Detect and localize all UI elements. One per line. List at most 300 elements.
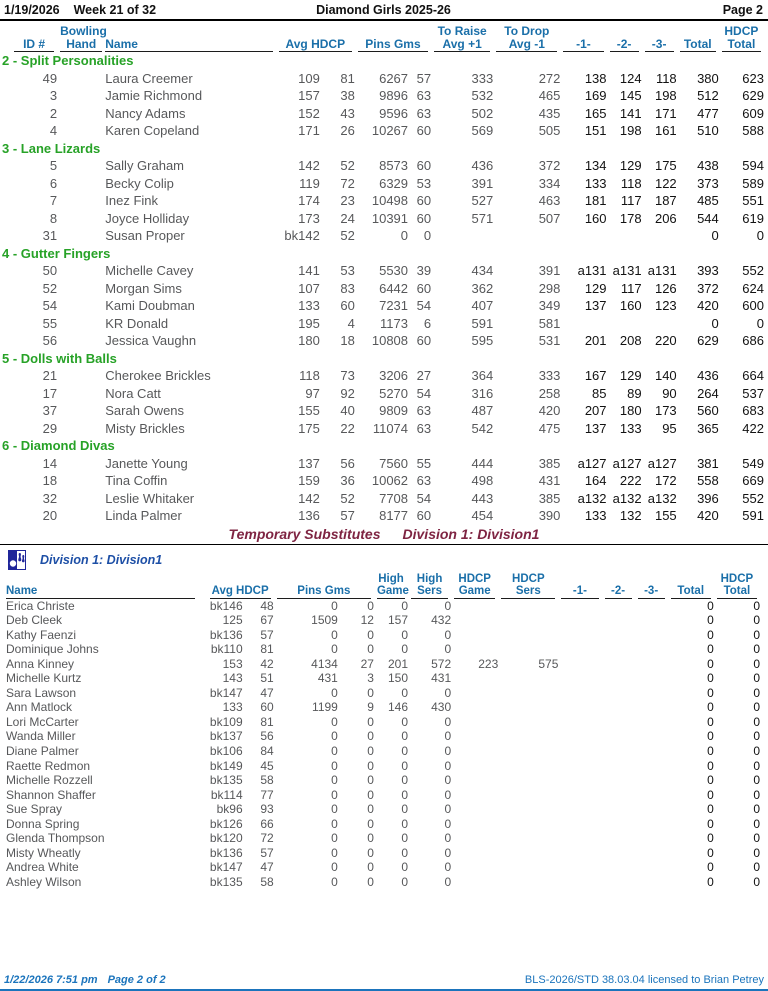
cell-to-raise: 364 bbox=[471, 368, 494, 383]
substitute-row bbox=[0, 686, 760, 701]
cell-total: 381 bbox=[697, 455, 719, 471]
cell-game2 bbox=[602, 613, 635, 628]
cell-game1: 133 bbox=[584, 175, 607, 191]
cell-avg: 133 bbox=[222, 700, 243, 715]
cell-gms: 0 bbox=[367, 845, 374, 860]
cell-game1: 134 bbox=[584, 158, 607, 173]
cell-pins: 8177 bbox=[379, 508, 409, 523]
cell-game1 bbox=[558, 831, 601, 846]
col-header-game3: -3- bbox=[645, 38, 674, 53]
cell-high-game: 0 bbox=[401, 860, 409, 875]
cell-gms: 0 bbox=[367, 714, 374, 729]
cell-hdcp-total: 594 bbox=[742, 158, 764, 173]
cell-gms: 39 bbox=[416, 263, 432, 278]
cell-avg: 175 bbox=[298, 420, 320, 436]
cell-gms: 63 bbox=[416, 88, 432, 103]
cell-high-game: 201 bbox=[388, 656, 409, 671]
cell-hdcp: 47 bbox=[260, 685, 274, 700]
cell-game3: 118 bbox=[655, 70, 677, 86]
cell-game3: 175 bbox=[654, 158, 677, 173]
cell-game3: 155 bbox=[654, 508, 677, 523]
cell-game3 bbox=[635, 875, 668, 890]
cell-hdcp-game bbox=[451, 846, 498, 861]
cell-pins: 0 bbox=[331, 598, 338, 613]
cell-high-sers: 0 bbox=[444, 743, 452, 758]
cell-pins: 1199 bbox=[312, 700, 338, 715]
substitute-row bbox=[0, 773, 760, 788]
substitute-row bbox=[0, 744, 760, 759]
cell-pins: 10391 bbox=[371, 210, 409, 226]
substitute-row bbox=[0, 613, 760, 628]
substitute-row bbox=[0, 599, 760, 614]
cell-game2 bbox=[602, 860, 635, 875]
cell-gms: 6 bbox=[423, 315, 432, 331]
cell-bowling-hand bbox=[57, 227, 105, 245]
cell-to-raise: 532 bbox=[471, 88, 494, 103]
cell-avg: 142 bbox=[298, 490, 320, 506]
cell-total: 0 bbox=[707, 758, 714, 773]
cell-hdcp: 53 bbox=[340, 263, 355, 278]
cell-gms: 0 bbox=[367, 729, 374, 744]
cell-to-drop: 463 bbox=[538, 193, 561, 208]
cell-total: 0 bbox=[707, 700, 714, 715]
cell-game1: 207 bbox=[584, 403, 607, 418]
cell-game3: 172 bbox=[654, 473, 677, 488]
cell-game1: a132 bbox=[577, 490, 607, 506]
cell-pins: 431 bbox=[317, 671, 338, 686]
temporary-substitutes-heading: Temporary Substitutes Division 1: Division1 bbox=[0, 525, 768, 545]
cell-hdcp: 52 bbox=[340, 158, 355, 173]
cell-pins: 9809 bbox=[379, 403, 409, 418]
cell-pins: 10808 bbox=[371, 333, 409, 348]
cell-pins: 11074 bbox=[372, 420, 409, 436]
cell-total: 0 bbox=[707, 656, 714, 671]
cell-hdcp: 36 bbox=[340, 473, 355, 488]
cell-hdcp-total: 683 bbox=[742, 403, 764, 418]
standings-table bbox=[2, 21, 764, 525]
cell-high-game: 0 bbox=[401, 874, 409, 889]
player-row bbox=[2, 227, 764, 245]
cell-avg: 152 bbox=[298, 105, 320, 121]
substitutes-header-row bbox=[0, 571, 760, 599]
cell-game2 bbox=[602, 773, 635, 788]
cell-game2 bbox=[602, 759, 635, 774]
cell-hdcp: 47 bbox=[260, 860, 274, 875]
cell-game2: 160 bbox=[619, 298, 642, 313]
cell-game2 bbox=[602, 686, 635, 701]
cell-total: 0 bbox=[707, 598, 714, 613]
cell-gms: 0 bbox=[367, 802, 374, 817]
cell-game1 bbox=[558, 628, 601, 643]
cell-bowling-hand bbox=[57, 472, 105, 490]
cell-game2: 124 bbox=[619, 70, 642, 86]
cell-game3: 140 bbox=[654, 368, 677, 383]
cell-hdcp-total: 619 bbox=[742, 210, 764, 226]
division-label: Division 1: Division1 bbox=[40, 553, 163, 567]
cell-game1 bbox=[558, 817, 601, 832]
cell-hdcp: 24 bbox=[340, 210, 355, 226]
cell-total: 558 bbox=[697, 473, 719, 488]
cell-avg: bk126 bbox=[209, 816, 243, 831]
cell-gms: 60 bbox=[416, 158, 432, 173]
cell-hdcp-sers bbox=[498, 700, 558, 715]
cell-pins: 9596 bbox=[379, 105, 409, 121]
col-header-id: ID # bbox=[14, 38, 54, 53]
cell-hdcp: 23 bbox=[340, 193, 355, 208]
col-header-avg-hdcp: Avg HDCP bbox=[210, 585, 271, 599]
cell-gms: 0 bbox=[367, 627, 374, 642]
cell-hdcp-total: 0 bbox=[756, 315, 764, 331]
col-header-game1: -1- bbox=[561, 585, 598, 599]
substitute-row bbox=[0, 802, 760, 817]
cell-bowling-hand bbox=[57, 367, 105, 385]
cell-pins: 4134 bbox=[311, 656, 338, 671]
cell-game1 bbox=[558, 860, 601, 875]
cell-total: 0 bbox=[707, 860, 714, 875]
cell-avg: 118 bbox=[299, 368, 320, 383]
cell-high-sers: 0 bbox=[444, 831, 452, 846]
cell-to-raise: 502 bbox=[471, 105, 494, 121]
cell-id: 6 bbox=[49, 175, 58, 191]
cell-hdcp-total: 589 bbox=[742, 175, 764, 191]
cell-bowling-hand bbox=[57, 455, 105, 473]
cell-avg: 173 bbox=[298, 210, 320, 226]
cell-id: 17 bbox=[42, 385, 58, 401]
cell-bowling-hand bbox=[57, 105, 105, 123]
cell-hdcp-total: 422 bbox=[742, 420, 764, 436]
cell-hdcp-total: 551 bbox=[742, 193, 764, 208]
team-header-row bbox=[2, 245, 764, 263]
cell-game2: 141 bbox=[619, 105, 642, 121]
cell-gms: 60 bbox=[416, 210, 432, 226]
footer-page-info: Page 2 of 2 bbox=[107, 974, 166, 986]
cell-game3: 171 bbox=[654, 105, 677, 121]
cell-pins: 0 bbox=[331, 714, 338, 729]
cell-hdcp-total: 0 bbox=[753, 787, 760, 802]
col-header-game3: -3- bbox=[638, 585, 665, 599]
cell-gms: 63 bbox=[416, 473, 432, 488]
cell-high-sers: 0 bbox=[444, 714, 452, 729]
cell-high-game: 0 bbox=[401, 845, 409, 860]
cell-id: 14 bbox=[42, 455, 58, 471]
cell-game3: a132 bbox=[647, 490, 677, 506]
player-row bbox=[2, 297, 764, 315]
cell-to-raise: 454 bbox=[471, 508, 494, 523]
cell-hdcp-sers bbox=[498, 744, 558, 759]
cell-total: 0 bbox=[707, 729, 714, 744]
cell-pins: 0 bbox=[331, 685, 338, 700]
cell-hdcp: 84 bbox=[260, 743, 274, 758]
substitute-row bbox=[0, 846, 760, 861]
cell-id: 3 bbox=[49, 88, 58, 103]
cell-to-drop: 475 bbox=[538, 420, 561, 436]
cell-game1 bbox=[558, 802, 601, 817]
cell-avg: 125 bbox=[222, 613, 243, 628]
cell-game2 bbox=[602, 599, 635, 614]
player-row bbox=[2, 122, 764, 140]
cell-game2 bbox=[602, 817, 635, 832]
substitute-row bbox=[0, 875, 760, 890]
cell-game3 bbox=[635, 686, 668, 701]
cell-pins: 0 bbox=[400, 228, 409, 243]
cell-game1 bbox=[558, 613, 601, 628]
cell-avg: 142 bbox=[298, 158, 320, 173]
cell-total: 0 bbox=[707, 874, 714, 889]
cell-name: Ashley Wilson bbox=[6, 874, 82, 889]
cell-game1: a127 bbox=[577, 455, 607, 471]
cell-to-raise: 591 bbox=[471, 315, 494, 331]
cell-game1: 85 bbox=[592, 385, 607, 401]
cell-game1: 165 bbox=[584, 105, 607, 121]
cell-hdcp-game bbox=[451, 875, 498, 890]
cell-name: Sue Spray bbox=[6, 802, 63, 817]
cell-game2 bbox=[602, 846, 635, 861]
cell-name: Leslie Whitaker bbox=[105, 490, 195, 506]
cell-game1 bbox=[558, 744, 601, 759]
cell-to-raise: 444 bbox=[471, 455, 494, 471]
cell-game2 bbox=[602, 729, 635, 744]
cell-hdcp: 26 bbox=[340, 123, 355, 138]
cell-to-drop: 391 bbox=[538, 263, 561, 278]
cell-hdcp-total: 0 bbox=[753, 860, 760, 875]
cell-high-game: 0 bbox=[401, 714, 409, 729]
cell-hdcp-total: 0 bbox=[753, 831, 760, 846]
cell-game3: 123 bbox=[654, 298, 677, 313]
substitute-row bbox=[0, 831, 760, 846]
cell-high-sers: 431 bbox=[431, 671, 452, 686]
cell-name: Michelle Kurtz bbox=[6, 671, 82, 686]
cell-hdcp: 52 bbox=[340, 228, 355, 243]
cell-hdcp-total: 664 bbox=[742, 368, 764, 383]
cell-id: 50 bbox=[42, 263, 58, 278]
cell-game3 bbox=[635, 846, 668, 861]
cell-hdcp: 58 bbox=[260, 874, 274, 889]
cell-hdcp: 58 bbox=[260, 773, 274, 788]
cell-total: 365 bbox=[697, 420, 719, 436]
cell-game1: 167 bbox=[584, 368, 607, 383]
cell-game3 bbox=[635, 715, 668, 730]
cell-total: 0 bbox=[707, 642, 714, 657]
cell-game2: 129 bbox=[619, 368, 642, 383]
cell-pins: 0 bbox=[331, 758, 338, 773]
cell-game3 bbox=[635, 671, 668, 686]
cell-name: Karen Copeland bbox=[105, 123, 200, 138]
team-name: 5 - Dolls with Balls bbox=[2, 350, 117, 366]
cell-name: Laura Creemer bbox=[105, 70, 193, 86]
cell-hdcp: 56 bbox=[340, 455, 355, 471]
cell-high-game: 0 bbox=[401, 831, 409, 846]
cell-high-game: 0 bbox=[401, 743, 409, 758]
cell-avg: 97 bbox=[305, 385, 320, 401]
cell-hdcp-sers bbox=[498, 686, 558, 701]
cell-game3 bbox=[635, 642, 668, 657]
cell-hdcp-game bbox=[451, 671, 498, 686]
cell-avg: 195 bbox=[298, 315, 320, 331]
team-name: 6 - Diamond Divas bbox=[2, 438, 115, 453]
cell-pins: 0 bbox=[331, 845, 338, 860]
cell-to-raise: 434 bbox=[471, 263, 494, 278]
cell-game1: 169 bbox=[584, 88, 607, 103]
substitute-row bbox=[0, 729, 760, 744]
cell-high-sers: 0 bbox=[444, 627, 452, 642]
cell-game2: a132 bbox=[612, 490, 642, 506]
cell-game1: 137 bbox=[584, 298, 607, 313]
cell-high-game: 157 bbox=[388, 613, 409, 628]
cell-name: Sara Lawson bbox=[6, 685, 77, 700]
cell-total: 0 bbox=[707, 714, 714, 729]
cell-bowling-hand bbox=[57, 262, 105, 280]
cell-total: 373 bbox=[697, 175, 719, 191]
cell-hdcp-sers bbox=[498, 773, 558, 788]
cell-gms: 60 bbox=[416, 508, 432, 523]
cell-to-drop: 372 bbox=[538, 158, 561, 173]
cell-game3: 198 bbox=[654, 88, 677, 103]
cell-total: 438 bbox=[697, 158, 719, 173]
cell-hdcp-total: 0 bbox=[753, 700, 760, 715]
cell-game2 bbox=[602, 671, 635, 686]
cell-hdcp: 92 bbox=[340, 385, 355, 401]
cell-pins: 0 bbox=[331, 802, 338, 817]
cell-game2 bbox=[602, 788, 635, 803]
cell-high-sers: 0 bbox=[444, 642, 452, 657]
cell-id: 55 bbox=[42, 315, 58, 331]
col-header-game2: -2- bbox=[605, 585, 632, 599]
cell-gms: 27 bbox=[360, 656, 374, 671]
cell-to-drop: 385 bbox=[538, 490, 561, 506]
cell-avg: 136 bbox=[298, 508, 320, 523]
team-header-row bbox=[2, 52, 764, 70]
cell-gms: 60 bbox=[416, 123, 432, 138]
cell-hdcp-game bbox=[451, 802, 498, 817]
cell-hdcp-total: 686 bbox=[742, 333, 764, 348]
cell-game1 bbox=[558, 599, 601, 614]
cell-id: 18 bbox=[42, 473, 58, 488]
cell-hdcp: 52 bbox=[340, 490, 355, 506]
cell-name: Glenda Thompson bbox=[6, 831, 105, 846]
col-header-game2: -2- bbox=[610, 38, 639, 53]
cell-hdcp-sers: 575 bbox=[538, 656, 559, 671]
cell-avg: 119 bbox=[299, 175, 320, 191]
cell-game3 bbox=[635, 729, 668, 744]
cell-high-game: 150 bbox=[388, 671, 409, 686]
cell-avg: 171 bbox=[298, 123, 320, 138]
cell-pins: 7708 bbox=[379, 490, 409, 506]
cell-hdcp-total: 552 bbox=[742, 490, 764, 506]
cell-pins: 0 bbox=[331, 773, 338, 788]
cell-pins: 0 bbox=[331, 831, 338, 846]
cell-game1: 133 bbox=[584, 508, 607, 523]
cell-name: Dominique Johns bbox=[6, 642, 99, 657]
cell-hdcp: 56 bbox=[260, 729, 274, 744]
substitute-row bbox=[0, 817, 760, 832]
cell-hdcp-total: 0 bbox=[753, 874, 760, 889]
cell-bowling-hand bbox=[57, 87, 105, 105]
cell-hdcp-total: 591 bbox=[742, 508, 764, 523]
player-row bbox=[2, 472, 764, 490]
cell-id: 52 bbox=[42, 280, 58, 296]
cell-game1 bbox=[558, 759, 601, 774]
cell-hdcp-sers bbox=[498, 802, 558, 817]
cell-avg: bk137 bbox=[209, 729, 243, 744]
cell-to-raise: 333 bbox=[471, 70, 494, 86]
cell-game1: 137 bbox=[584, 420, 607, 436]
cell-game3 bbox=[635, 860, 668, 875]
player-row bbox=[2, 402, 764, 420]
cell-name: Lori McCarter bbox=[6, 714, 79, 729]
cell-hdcp-sers bbox=[498, 628, 558, 643]
cell-id: 49 bbox=[42, 70, 58, 86]
cell-avg: bk110 bbox=[210, 642, 243, 657]
cell-gms: 63 bbox=[416, 420, 432, 436]
cell-game3 bbox=[635, 788, 668, 803]
cell-game2 bbox=[602, 657, 635, 672]
cell-hdcp-game bbox=[451, 729, 498, 744]
player-row bbox=[2, 70, 764, 88]
cell-hdcp-total: 0 bbox=[753, 627, 760, 642]
cell-game1 bbox=[558, 788, 601, 803]
cell-hdcp-sers bbox=[498, 671, 558, 686]
cell-hdcp: 48 bbox=[260, 598, 274, 613]
cell-game1 bbox=[558, 642, 601, 657]
cell-avg: 153 bbox=[222, 656, 243, 671]
cell-hdcp: 40 bbox=[340, 403, 355, 418]
cell-total: 393 bbox=[697, 263, 719, 278]
cell-hdcp-total: 0 bbox=[753, 816, 760, 831]
cell-to-drop: 505 bbox=[538, 123, 561, 138]
cell-avg: 107 bbox=[298, 280, 320, 296]
cell-game1: 164 bbox=[584, 473, 607, 488]
cell-id: 29 bbox=[42, 420, 58, 436]
cell-name: Andrea White bbox=[6, 860, 79, 875]
cell-total: 510 bbox=[697, 123, 719, 138]
cell-name: Erica Christe bbox=[6, 598, 75, 613]
cell-to-drop: 258 bbox=[538, 385, 561, 401]
cell-game3: 126 bbox=[654, 280, 677, 296]
cell-id: 37 bbox=[42, 403, 58, 418]
cell-hdcp-total: 600 bbox=[742, 298, 764, 313]
cell-bowling-hand bbox=[57, 332, 105, 350]
cell-hdcp-total: 537 bbox=[742, 385, 764, 401]
cell-name: Kami Doubman bbox=[105, 298, 195, 313]
cell-hdcp-total: 624 bbox=[742, 280, 764, 296]
cell-avg: bk109 bbox=[209, 714, 243, 729]
cell-gms: 12 bbox=[360, 613, 374, 628]
cell-total: 0 bbox=[707, 613, 714, 628]
cell-total: 0 bbox=[707, 845, 714, 860]
cell-hdcp: 72 bbox=[260, 831, 274, 846]
cell-gms: 0 bbox=[367, 758, 374, 773]
cell-high-game: 146 bbox=[388, 700, 409, 715]
cell-avg: 133 bbox=[298, 298, 320, 313]
cell-hdcp-game: 223 bbox=[478, 656, 499, 671]
cell-high-sers: 0 bbox=[444, 598, 452, 613]
substitute-row bbox=[0, 759, 760, 774]
cell-game2: 132 bbox=[619, 508, 642, 523]
cell-to-raise: 498 bbox=[471, 473, 494, 488]
cell-game3: 173 bbox=[654, 403, 677, 418]
cell-pins: 1173 bbox=[380, 315, 409, 331]
cell-total: 477 bbox=[697, 105, 719, 121]
cell-hdcp-game bbox=[451, 788, 498, 803]
cell-to-raise: 443 bbox=[471, 490, 494, 506]
cell-pins: 0 bbox=[331, 874, 338, 889]
cell-game2: 145 bbox=[619, 88, 642, 103]
cell-bowling-hand bbox=[57, 70, 105, 88]
cell-name: Tina Coffin bbox=[105, 473, 168, 488]
team-header-row bbox=[2, 140, 764, 158]
cell-avg: 143 bbox=[222, 671, 243, 686]
cell-bowling-hand bbox=[57, 192, 105, 210]
